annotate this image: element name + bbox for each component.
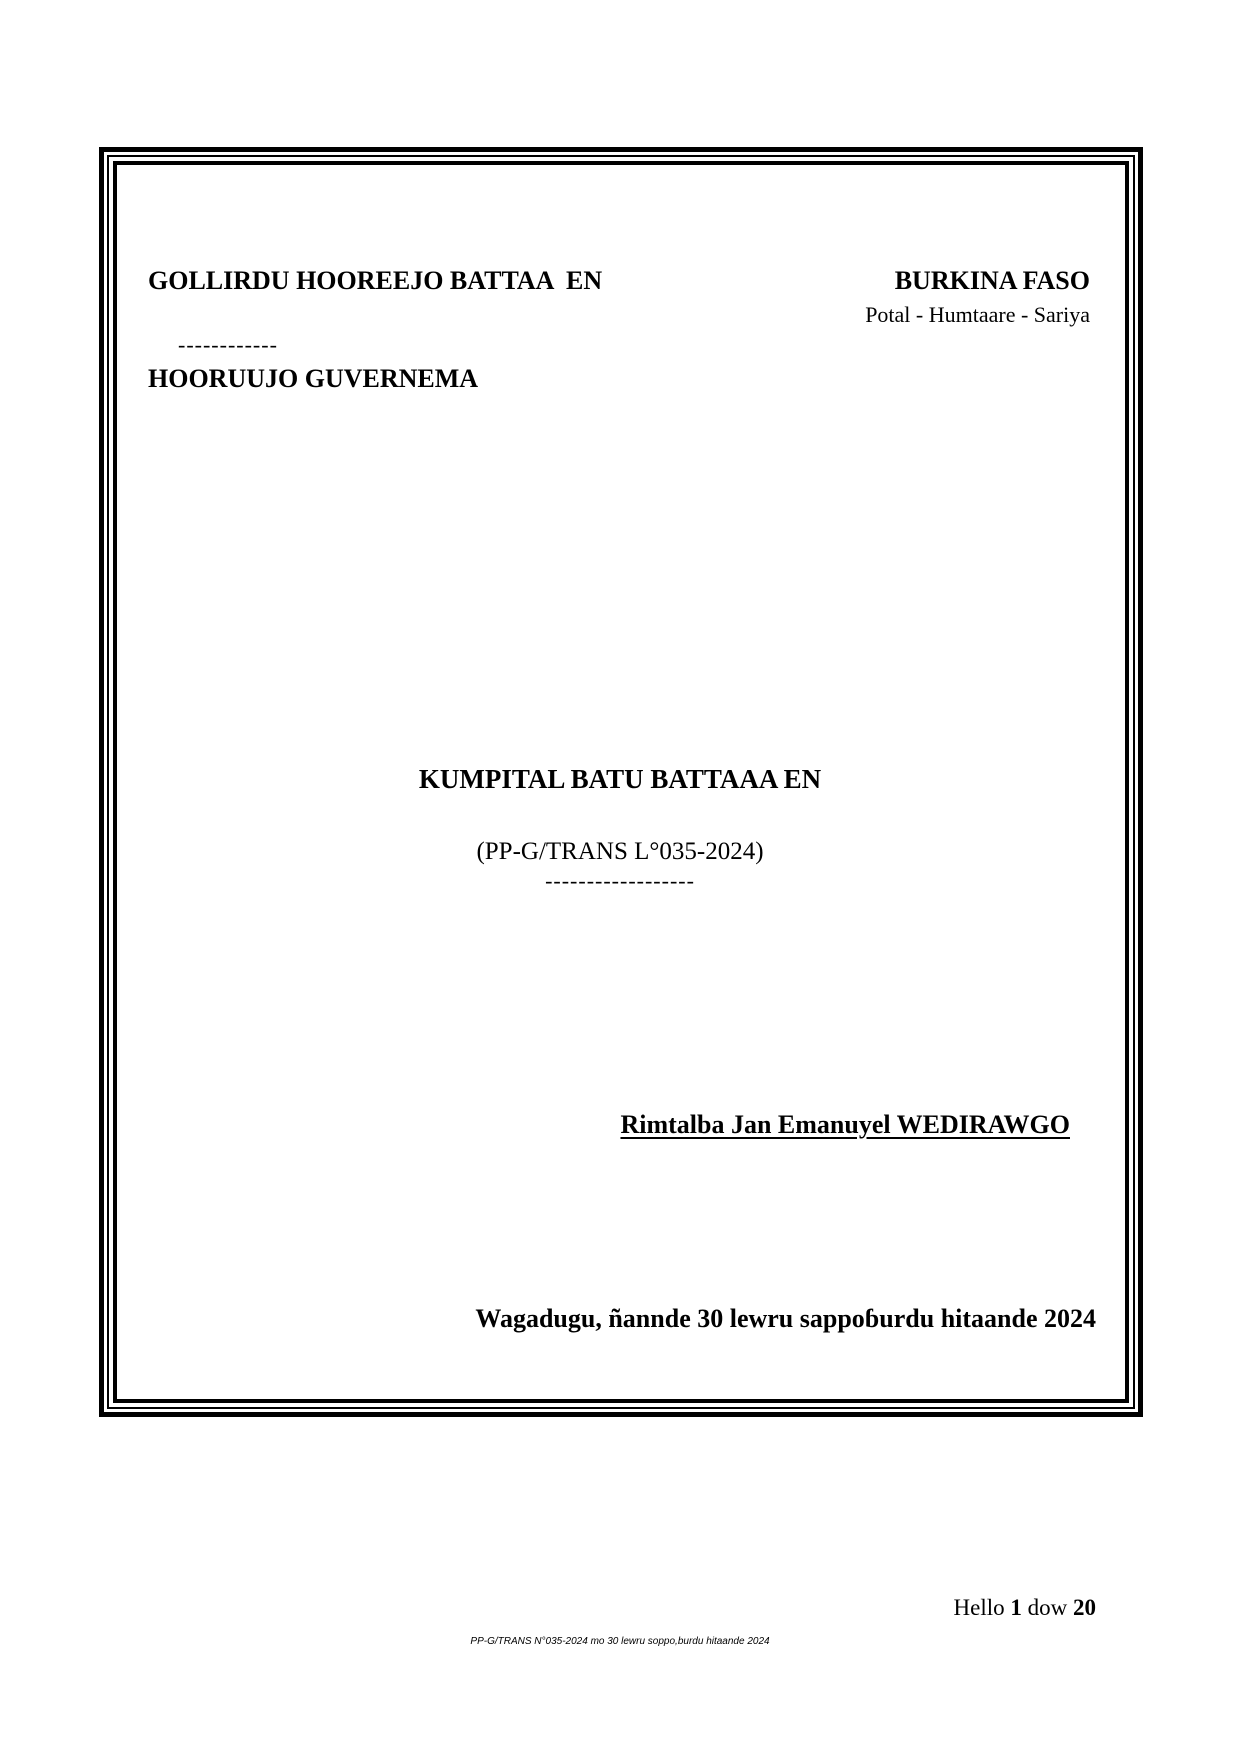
institution-subtitle: HOORUUJO GUVERNEMA xyxy=(148,364,479,393)
national-motto: Potal - Humtaare - Sariya xyxy=(865,302,1090,327)
place-and-date: Wagadugu, ñannde 30 lewru sappoɓurdu hitaande 2024 xyxy=(475,1304,1096,1333)
page-prefix: Hello xyxy=(953,1595,1005,1620)
footer-reference: PP-G/TRANS N°035-2024 mo 30 lewru soppo,burdu hitaande 2024 xyxy=(470,1636,770,1647)
country-name: BURKINA FASO xyxy=(894,266,1090,295)
institution-title: GOLLIRDU HOOREEJO BATTAA EN xyxy=(148,266,603,295)
document-title: KUMPITAL BATU BATTAAA EN xyxy=(418,764,822,794)
page-number xyxy=(954,1595,1096,1621)
author-name: Rimtalba Jan Emanuyel WEDIRAWGO xyxy=(620,1110,1070,1139)
document-reference: (PP-G/TRANS L°035-2024) xyxy=(476,838,764,865)
page-separator: dow xyxy=(1027,1595,1068,1620)
page-total: 20 xyxy=(1073,1595,1096,1620)
page-current: 1 xyxy=(1010,1595,1022,1620)
header-separator: ------------ xyxy=(178,332,278,357)
reference-separator: ------------------ xyxy=(545,868,695,893)
